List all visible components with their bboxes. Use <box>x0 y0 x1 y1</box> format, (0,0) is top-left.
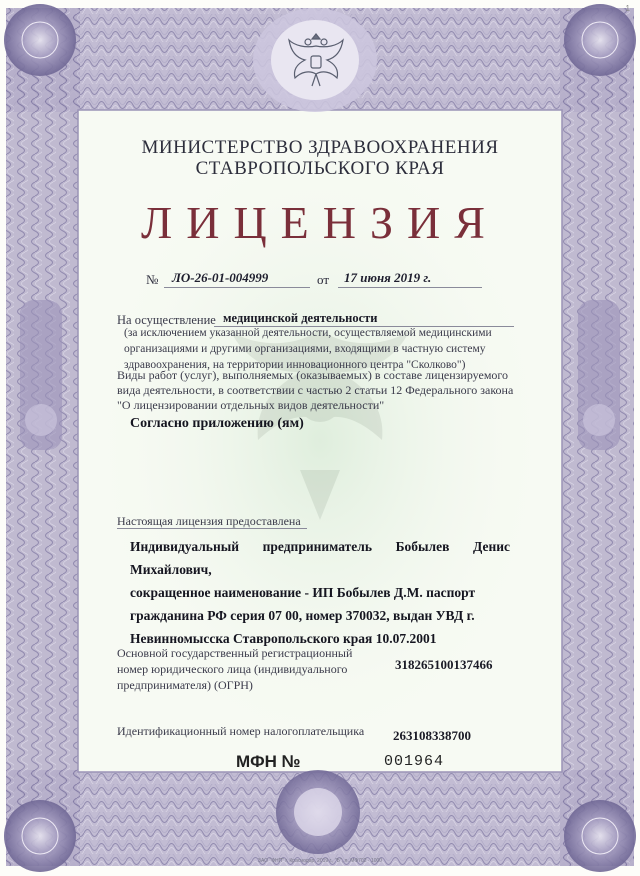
activity-note <box>124 325 524 373</box>
activity-note-line: организациями и другими организациями, входящими в частную систему <box>124 343 486 355</box>
appendix-text: Согласно приложению (ям) <box>130 416 304 431</box>
works-line: вида деятельности, в соответствии с частью 2 статьи 12 Федерального закона <box>117 383 514 397</box>
page-mark: 1 <box>625 4 630 13</box>
inn-label: Идентификационный номер налогоплательщика <box>117 724 365 738</box>
works-line: "О лицензировании отдельных видов деятельности" <box>117 398 385 412</box>
ogrn-value: 318265100137466 <box>395 657 493 672</box>
series-number: 001964 <box>384 753 445 770</box>
date-prefix: от <box>317 272 330 287</box>
holder-label: Настоящая лицензия предоставлена <box>117 514 301 528</box>
holder-line: Михайлович, <box>130 562 212 577</box>
ministry-name-line1: МИНИСТЕРСТВО ЗДРАВООХРАНЕНИЯ <box>141 137 499 158</box>
activity-note-line: здравоохранения, на территории инновационного центра "Сколково") <box>124 359 466 371</box>
activity-value: медицинской деятельности <box>223 311 378 325</box>
inn-value: 263108338700 <box>393 728 471 743</box>
holder-underline <box>117 528 307 529</box>
holder-line: сокращенное наименование - ИП Бобылев Д.М. паспорт <box>130 585 476 600</box>
ogrn-label <box>117 645 387 693</box>
activity-note-line: (за исключением указанной деятельности, осуществляемой медицинскими <box>124 327 492 339</box>
works-text <box>117 368 537 413</box>
holder-line: Невинномысска Ставропольского края 10.07.2001 <box>130 631 437 646</box>
printer-imprint: ЗАО "ФНП" г. Краснодар, 2019 г., "Б", л. МФ702 · 1000 <box>257 858 383 864</box>
ogrn-label-line: Основной государственный регистрационный <box>117 646 353 660</box>
number-underline <box>164 287 310 288</box>
date-underline <box>338 287 482 288</box>
holder-block <box>130 535 510 650</box>
works-line: Виды работ (услуг), выполняемых (оказываемых) в составе лицензируемого <box>117 368 509 382</box>
number-prefix: № <box>146 272 159 287</box>
license-date: 17 июня 2019 г. <box>344 270 432 285</box>
holder-line: Индивидуальный предприниматель Бобылев Денис <box>130 539 510 554</box>
series-label: МФН № <box>236 752 301 771</box>
activity-label: На осуществление <box>117 313 216 327</box>
ogrn-label-line: предпринимателя) (ОГРН) <box>117 678 253 692</box>
license-number: ЛО-26-01-004999 <box>172 270 269 285</box>
ministry-name-line2: СТАВРОПОЛЬСКОГО КРАЯ <box>195 158 445 179</box>
ogrn-label-line: номер юридического лица (индивидуального <box>117 662 348 676</box>
coat-of-arms-icon <box>281 26 351 96</box>
license-title: ЛИЦЕНЗИЯ <box>141 197 499 248</box>
holder-line: гражданина РФ серия 07 00, номер 370032, выдан УВД г. <box>130 608 475 623</box>
